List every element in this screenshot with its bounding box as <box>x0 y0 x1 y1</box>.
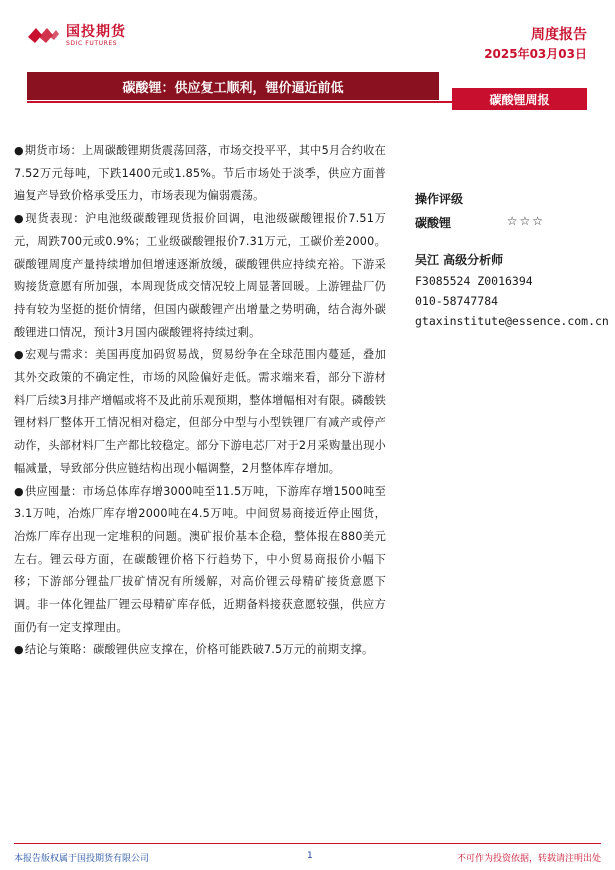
paragraph-text: 期货市场：上周碳酸锂期货震荡回落，市场交投平平，其中5月合约收在7.52万元每吨，下跌1400元或1.85%。节后市场处于淡季，供应方面普遍复产导致价格承受压力，市场表现为偏弱震荡。 <box>14 144 386 203</box>
main-content <box>14 140 386 662</box>
brand-name: 国投期货 <box>66 24 126 40</box>
report-type: 周度报告 <box>531 27 587 43</box>
brand-name-en: SDIC FUTURES <box>66 40 118 47</box>
rating-stars-icon: ☆☆☆ <box>506 214 545 228</box>
paragraph-conclusion <box>14 639 386 662</box>
report-title: 碳酸锂：供应复工顺利，锂价逼近前低 <box>27 72 439 100</box>
paragraph-text: 现货表现：沪电池级碳酸锂现货报价回调，电池级碳酸锂报价7.51万元，周跌700元或0.9%；工业级碳酸锂报价7.31万元，工碳价差2000。碳酸锂周度产量持续增加但增速逐渐放缓，碳酸锂供应持续充裕。下游采购接货意愿有所加强，本周现货成交情况较上周显著回暖。上游锂盐厂仍持有较为坚挺的挺价情绪，但国内碳酸锂产出增量之势明确，结合海外碳酸锂进口情况，预计3月国内碳酸锂将持续过剩。 <box>14 212 386 339</box>
bullet-icon: ● <box>14 212 25 226</box>
bullet-icon: ● <box>14 484 24 498</box>
report-tag: 碳酸锂周报 <box>452 88 587 110</box>
rating-item: 碳酸锂 <box>415 216 452 230</box>
report-date: 2025年03月03日 <box>484 47 587 61</box>
paragraph-spot <box>14 208 386 344</box>
paragraph-macro <box>14 344 386 480</box>
company-logo <box>26 25 126 47</box>
bullet-icon: ● <box>14 348 25 362</box>
footer-divider <box>14 843 601 844</box>
rating-row <box>415 214 545 231</box>
paragraph-supply <box>14 481 386 640</box>
analyst-certificate: F3085524 Z0016394 <box>415 274 533 288</box>
page-number: 1 <box>307 851 313 861</box>
footer-copyright: 本报告版权属于国投期货有限公司 <box>14 854 150 864</box>
analyst-name: 吴江 高级分析师 <box>415 253 504 267</box>
analyst-phone: 010-58747784 <box>415 294 499 308</box>
paragraph-futures <box>14 140 386 208</box>
paragraph-text: 供应囤量：市场总体库存增3000吨至11.5万吨，下游库存增1500吨至3.1万吨，冶炼厂库存增2000吨在4.5万吨。中间贸易商接近停止囤货，冶炼厂库存出现一定堆积的问题。澳矿报价基本企稳，整体报在880美元左右。锂云母方面，在碳酸锂价格下行趋势下，中小贸易商报价小幅下移；下游部分锂盐厂拔矿情况有所缓解，对高价锂云母精矿接货意愿下调。非一体化锂盐厂锂云母精矿库存低，近期备料接获意愿较强，供应方面仍有一定支撑理由。 <box>14 484 386 634</box>
bullet-icon: ● <box>14 643 24 657</box>
rating-label: 操作评级 <box>415 192 464 206</box>
paragraph-text: 结论与策略：碳酸锂供应支撑在，价格可能跌破7.5万元的前期支撑。 <box>24 643 374 657</box>
logo-icon <box>26 25 60 47</box>
footer-disclaimer: 不可作为投资依据，转载请注明出处 <box>456 854 601 864</box>
paragraph-text: 宏观与需求：美国再度加码贸易战，贸易纷争在全球范围内蔓延，叠加其外交政策的不确定性，市场的风险偏好走低。需求端来看，部分下游材料厂后续3月排产增幅或将不及此前乐观预期，整体增幅相对有限。磷酸铁锂材料厂整体开工情况相对稳定，但部分中型与小型铁锂厂有减产或停产动作，头部材料厂生产都比较稳定。部分下游电芯厂对于2月采购量出现小幅减量，导致部分供应链结构出现小幅调整，2月整体库存增加。 <box>14 348 386 475</box>
bullet-icon: ● <box>14 144 24 157</box>
analyst-email[interactable]: gtaxinstitute@essence.com.cn <box>415 314 609 328</box>
sidebar <box>415 190 609 328</box>
